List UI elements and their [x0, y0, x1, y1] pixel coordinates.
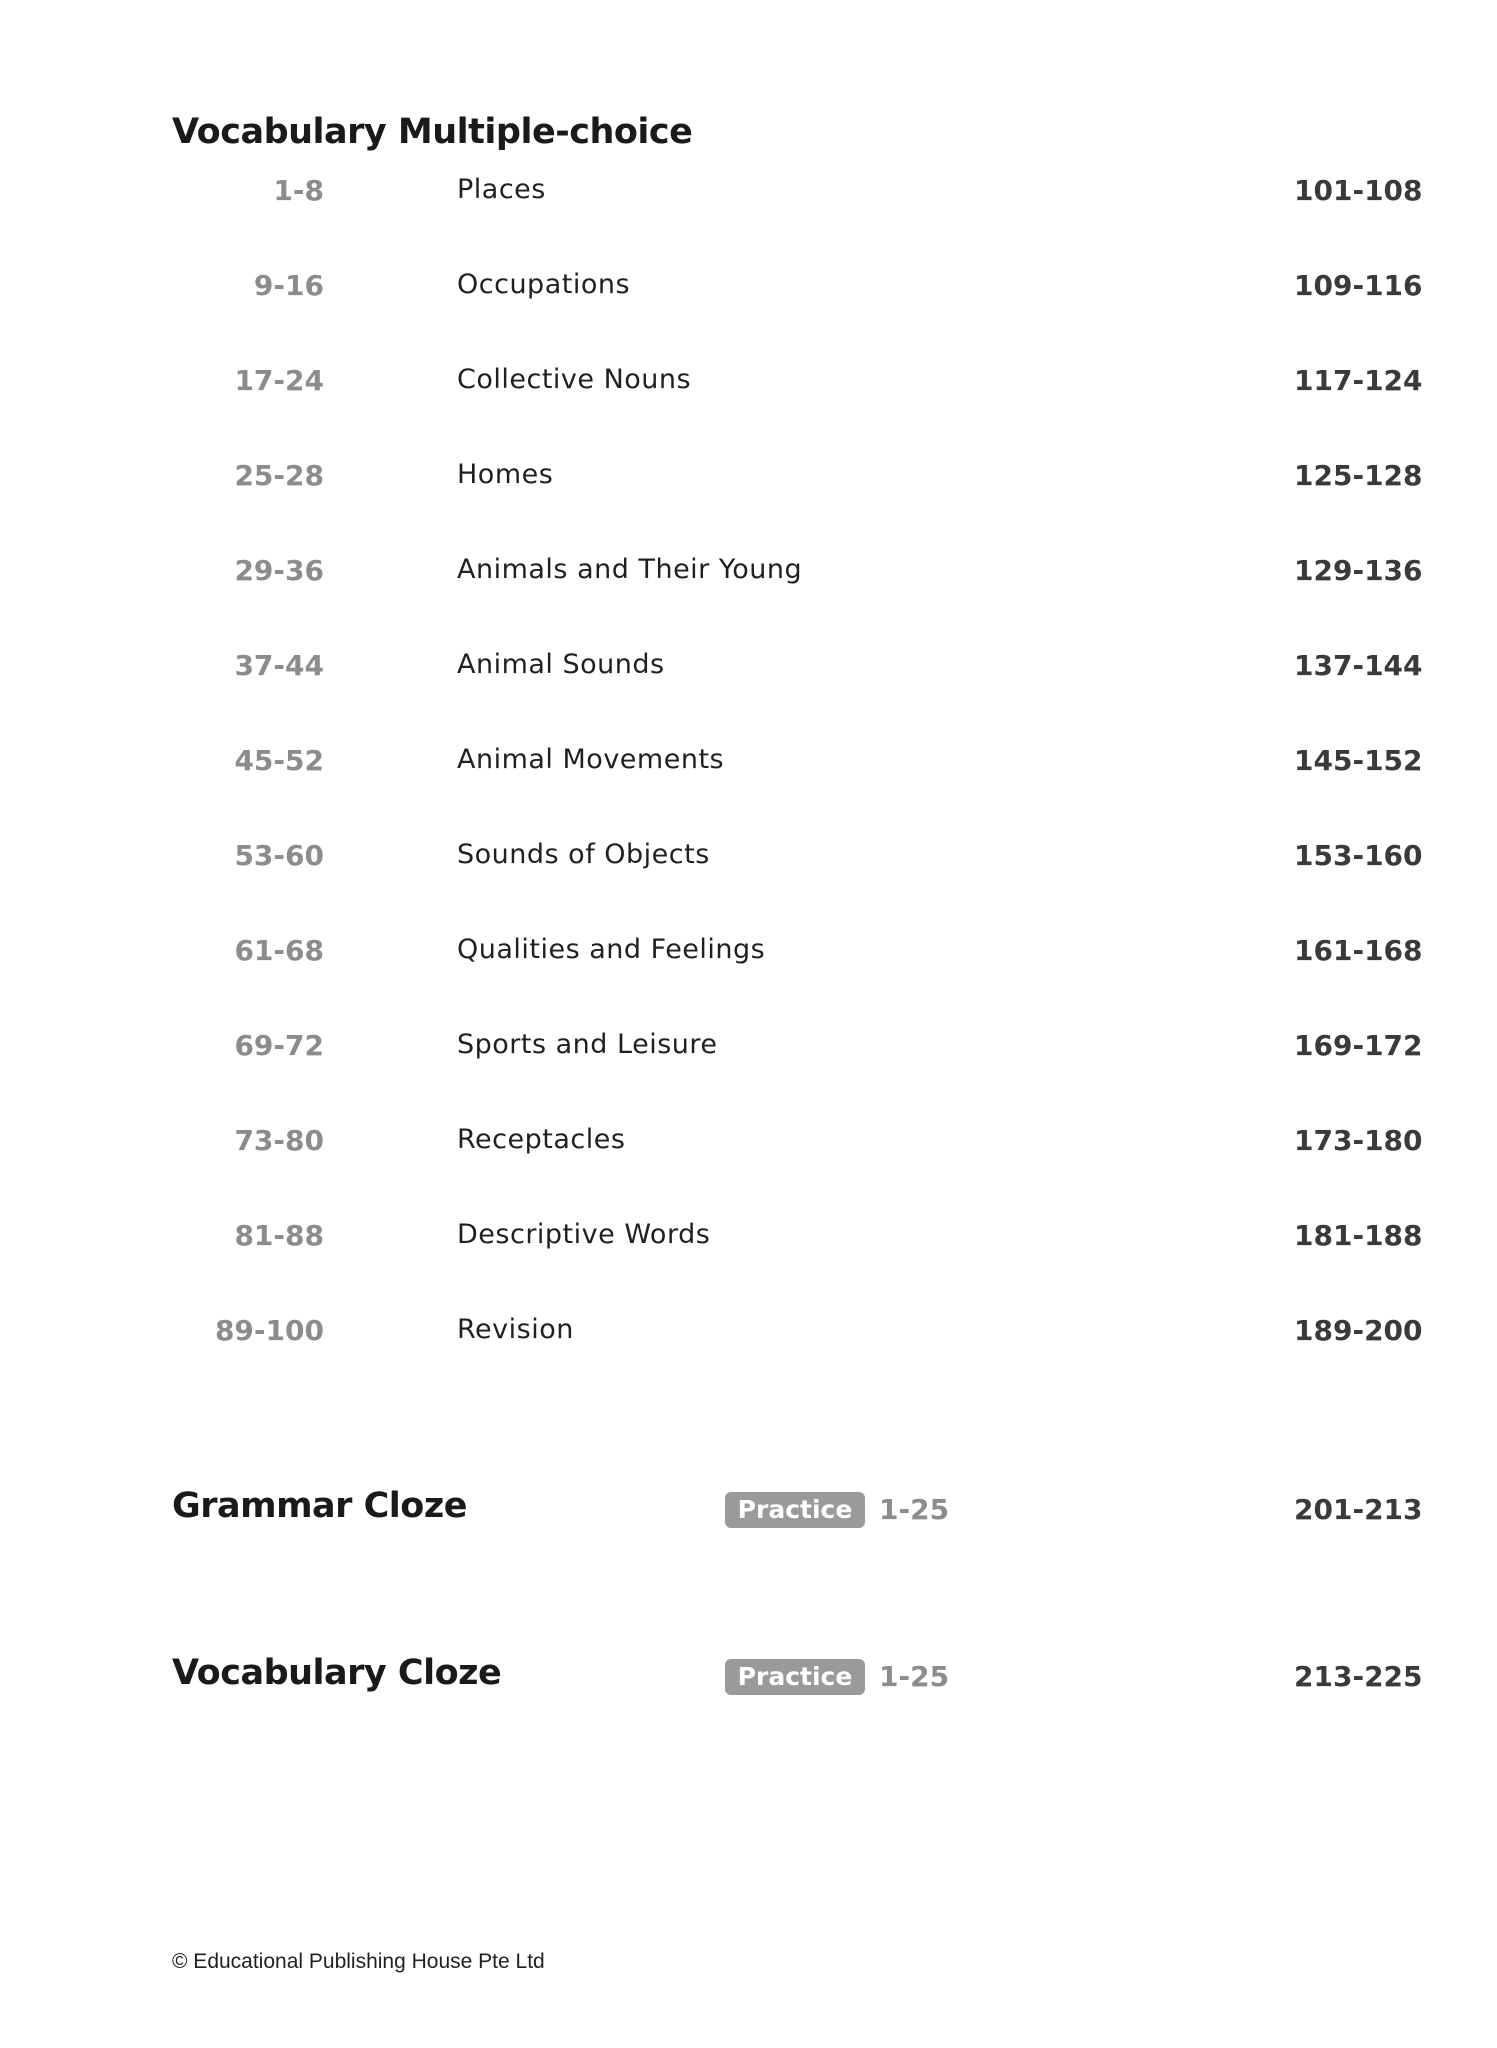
page-range: 173-180: [1294, 1124, 1423, 1157]
question-range: 81-88: [234, 1219, 324, 1252]
toc-row[interactable]: [0, 639, 1497, 734]
toc-row[interactable]: [0, 924, 1497, 1019]
page-range: 109-116: [1294, 269, 1423, 302]
question-range: 9-16: [253, 269, 324, 302]
page-range: 125-128: [1294, 459, 1423, 492]
page-range: 189-200: [1294, 1314, 1423, 1347]
question-range: 61-68: [234, 934, 324, 967]
toc-row[interactable]: [0, 1019, 1497, 1114]
topic-title: Descriptive Words: [457, 1219, 711, 1250]
section-title-vocabulary-cloze: Vocabulary Cloze: [172, 1653, 502, 1693]
toc-row[interactable]: [0, 1114, 1497, 1209]
topic-title: Animals and Their Young: [457, 554, 803, 585]
page-range: 137-144: [1294, 649, 1423, 682]
question-range: 53-60: [234, 839, 324, 872]
question-range: 89-100: [214, 1314, 324, 1347]
topic-title: Revision: [457, 1314, 574, 1345]
topic-title: Sports and Leisure: [457, 1029, 718, 1060]
toc-row[interactable]: [0, 164, 1497, 259]
question-range: 45-52: [234, 744, 324, 777]
question-range: 29-36: [234, 554, 324, 587]
toc-row[interactable]: [0, 1304, 1497, 1399]
topic-title: Qualities and Feelings: [457, 934, 766, 965]
question-range: 25-28: [234, 459, 324, 492]
practice-range: 1-25: [879, 1660, 950, 1693]
toc-row[interactable]: [0, 354, 1497, 449]
page-range: 153-160: [1294, 839, 1423, 872]
topic-title: Collective Nouns: [457, 364, 692, 395]
topic-title: Sounds of Objects: [457, 839, 710, 870]
copyright-footer: © Educational Publishing House Pte Ltd: [172, 1950, 545, 1973]
page-range: 129-136: [1294, 554, 1423, 587]
page-range: 201-213: [1294, 1493, 1423, 1526]
page-range: 169-172: [1294, 1029, 1423, 1062]
question-range: 69-72: [234, 1029, 324, 1062]
question-range: 37-44: [234, 649, 324, 682]
topic-title: Occupations: [457, 269, 631, 300]
practice-badge: Practice: [725, 1492, 865, 1528]
practice-range: 1-25: [879, 1493, 950, 1526]
topic-title: Places: [457, 174, 546, 205]
section-title-vocabulary-multiple-choice: Vocabulary Multiple-choice: [172, 112, 693, 152]
section-title-grammar-cloze: Grammar Cloze: [172, 1486, 467, 1526]
toc-row[interactable]: [0, 259, 1497, 354]
toc-row[interactable]: [0, 1209, 1497, 1304]
toc-row[interactable]: [0, 734, 1497, 829]
page-range: 145-152: [1294, 744, 1423, 777]
question-range: 1-8: [273, 174, 324, 207]
question-range: 73-80: [234, 1124, 324, 1157]
topic-title: Animal Movements: [457, 744, 725, 775]
toc-list: [0, 164, 1497, 1399]
toc-row[interactable]: [0, 449, 1497, 544]
question-range: 17-24: [234, 364, 324, 397]
topic-title: Homes: [457, 459, 554, 490]
practice-badge: Practice: [725, 1659, 865, 1695]
topic-title: Animal Sounds: [457, 649, 665, 680]
page-range: 161-168: [1294, 934, 1423, 967]
toc-row[interactable]: [0, 829, 1497, 924]
page-range: 117-124: [1294, 364, 1423, 397]
topic-title: Receptacles: [457, 1124, 626, 1155]
page-range: 101-108: [1294, 174, 1423, 207]
page-range: 213-225: [1294, 1660, 1423, 1693]
page-range: 181-188: [1294, 1219, 1423, 1252]
toc-row[interactable]: [0, 544, 1497, 639]
toc-section-grammar-cloze[interactable]: [0, 1486, 1497, 1536]
toc-section-vocabulary-cloze[interactable]: [0, 1653, 1497, 1703]
